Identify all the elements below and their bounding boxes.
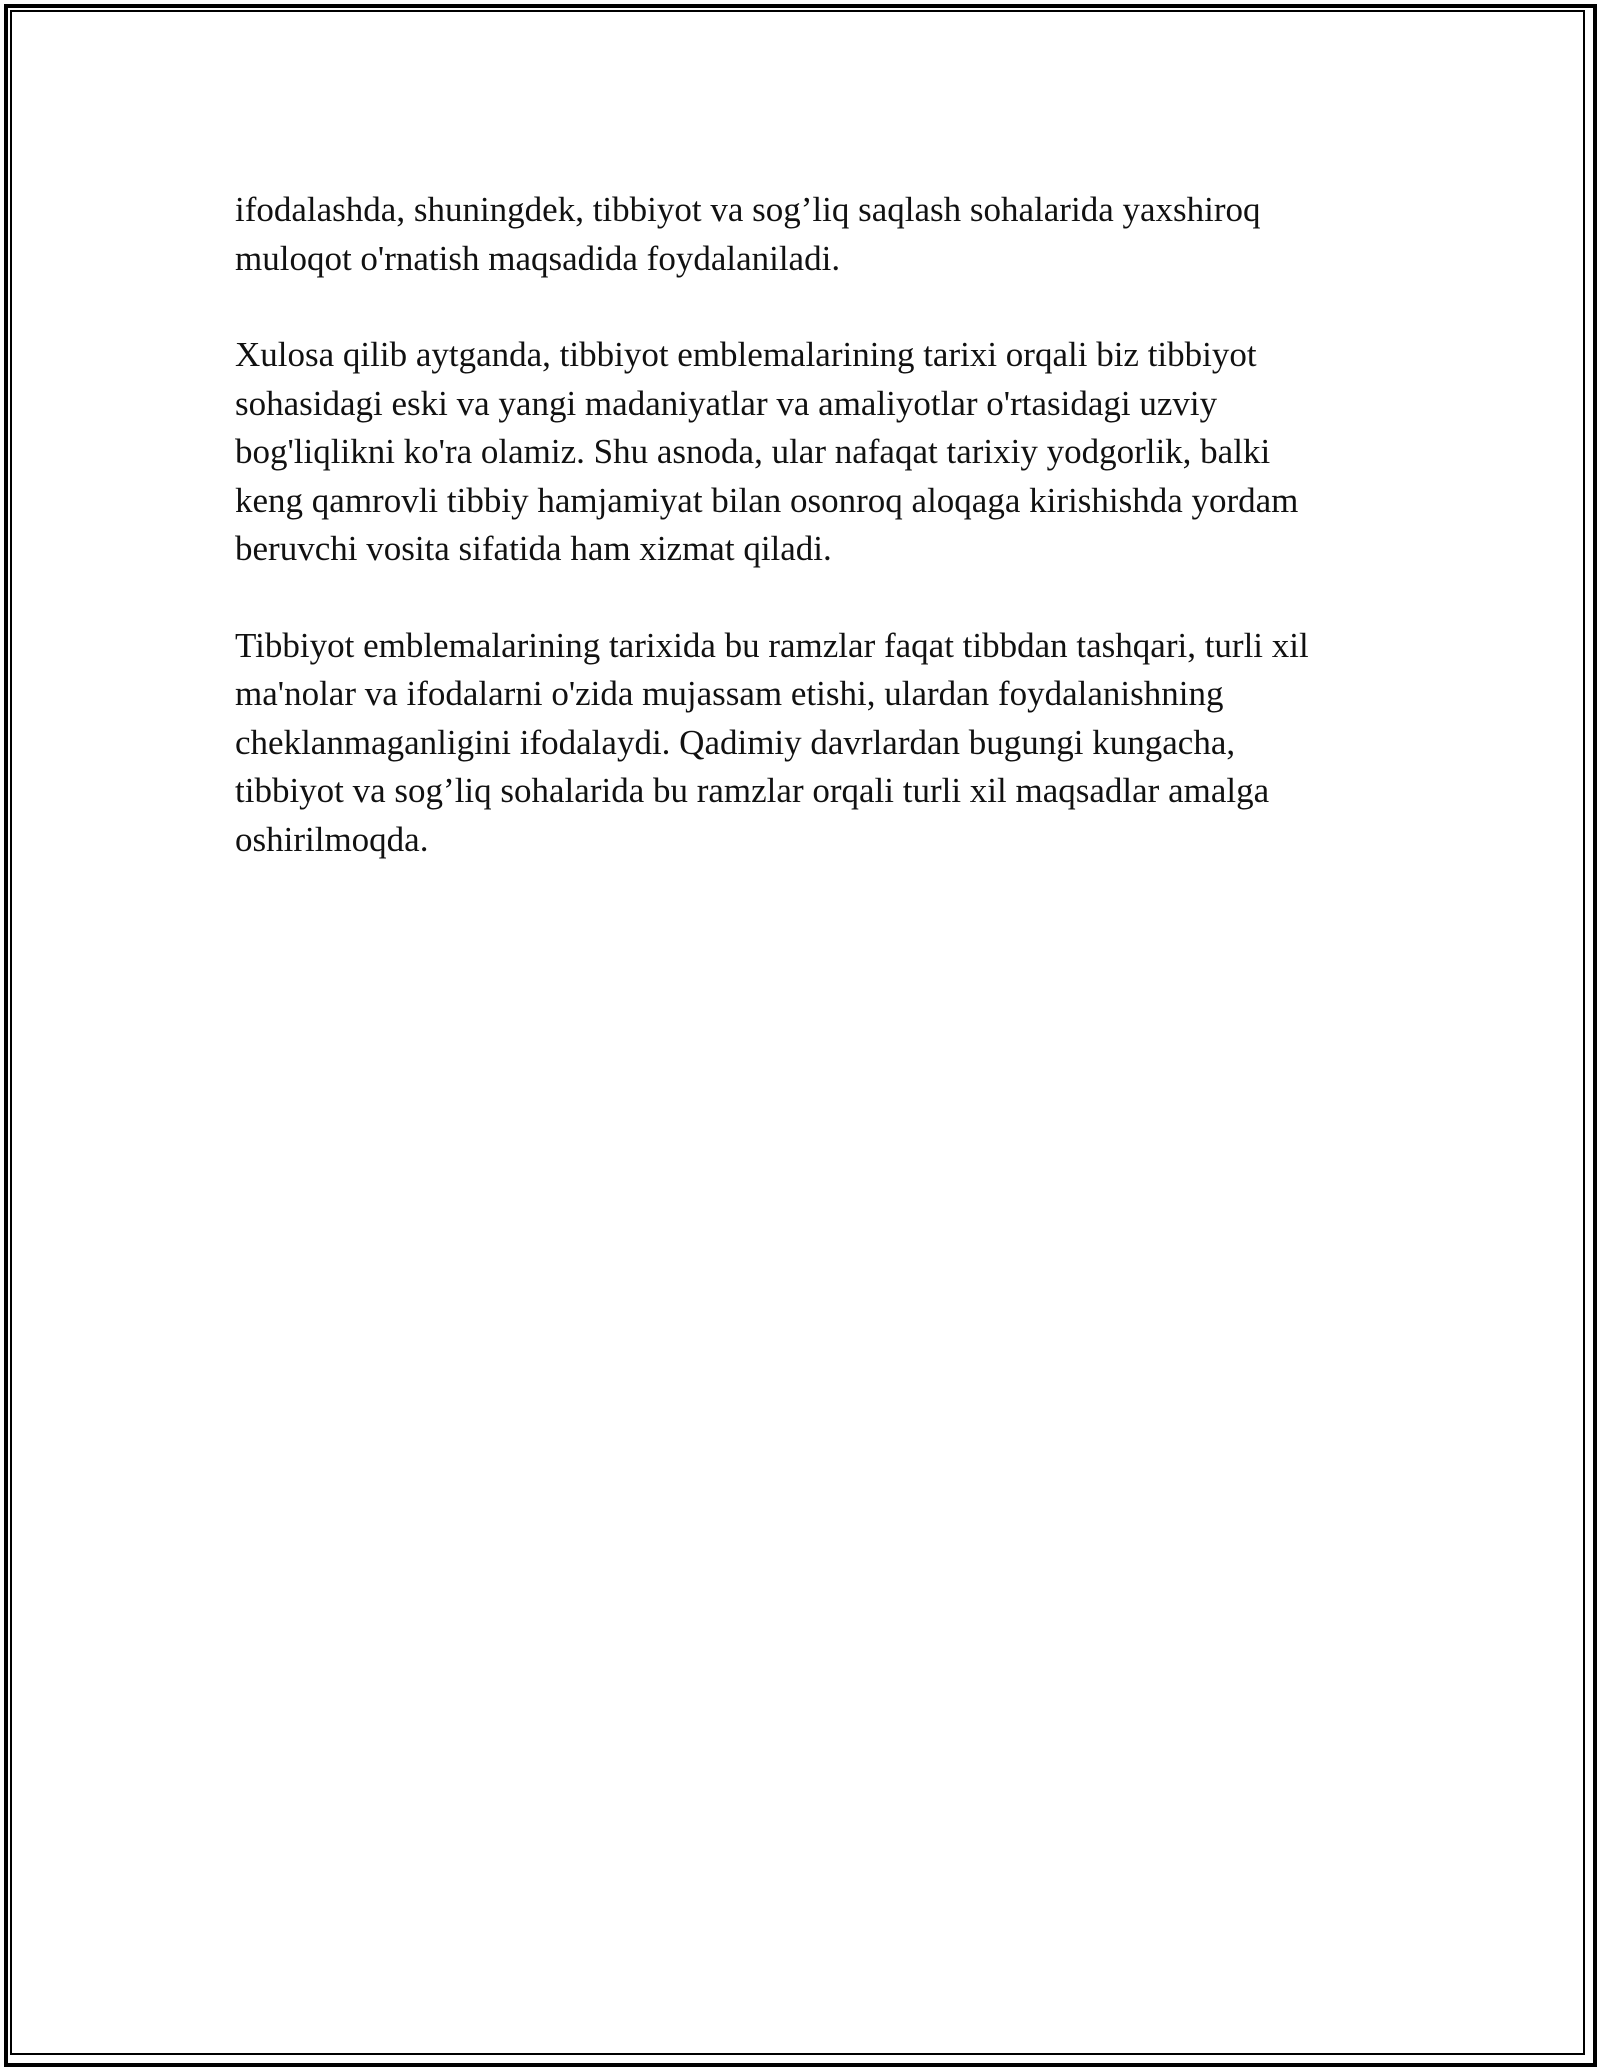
text-line: Xulosa qilib aytganda, tibbiyot emblemalarining tarixi orqali biz tibbiyot: [235, 335, 1257, 374]
text-line: bog'liqlikni ko'ra olamiz. Shu asnoda, ular nafaqat tarixiy yodgorlik, balki: [235, 432, 1271, 471]
text-line: ma'nolar va ifodalarni o'zida mujassam etishi, ulardan foydalanishning: [235, 674, 1224, 713]
text-line: sohasidagi eski va yangi madaniyatlar va amaliyotlar o'rtasidagi uzviy: [235, 383, 1218, 423]
text-line: cheklanmaganligini ifodalaydi. Qadimiy davrlardan bugungi kungacha,: [235, 722, 1236, 762]
document-body: [235, 186, 1385, 912]
paragraph-2: [235, 331, 1385, 574]
text-line: beruvchi vosita sifatida ham xizmat qiladi.: [235, 529, 832, 568]
text-line: Tibbiyot emblemalarining tarixida bu ramzlar faqat tibbdan tashqari, turli xil: [235, 625, 1309, 665]
text-line: ifodalashda, shuningdek, tibbiyot va sog’liq saqlash sohalarida yaxshiroq: [235, 190, 1261, 229]
text-line: muloqot o'rnatish maqsadida foydalaniladi.: [235, 238, 841, 278]
paragraph-3: [235, 622, 1385, 865]
paragraph-1: [235, 186, 1385, 283]
text-line: oshirilmoqda.: [235, 819, 429, 859]
text-line: keng qamrovli tibbiy hamjamiyat bilan osonroq aloqaga kirishishda yordam: [235, 480, 1299, 520]
text-line: tibbiyot va sog’liq sohalarida bu ramzlar orqali turli xil maqsadlar amalga: [235, 771, 1270, 810]
